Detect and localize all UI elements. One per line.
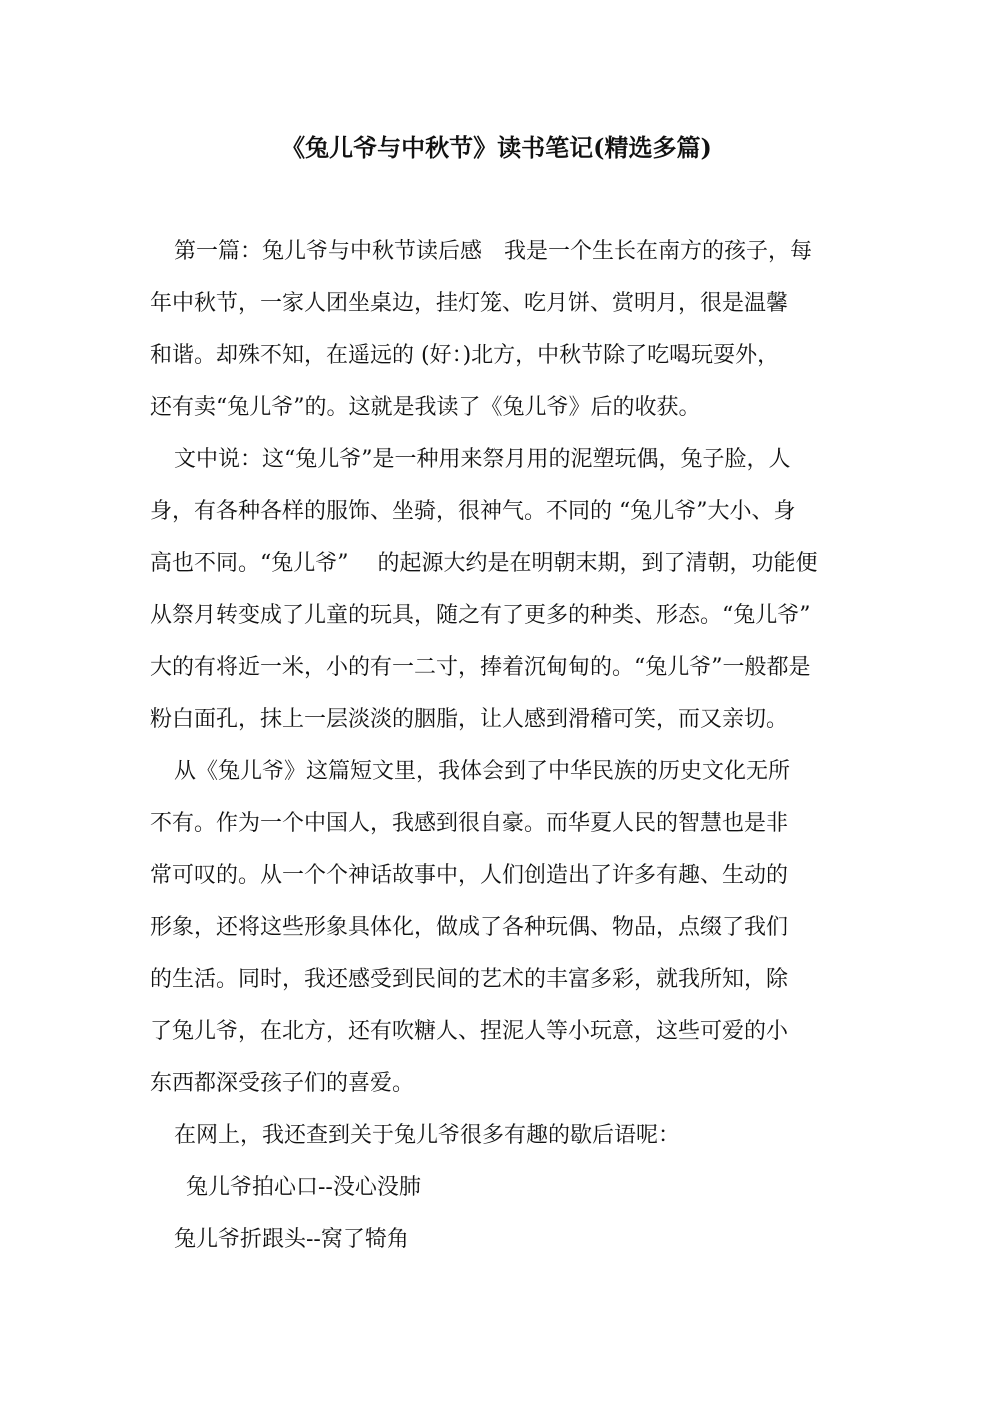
paragraph-line: 高也不同。“兔儿爷” 的起源大约是在明朝末期，到了清朝，功能便 — [150, 551, 818, 576]
paragraph-line: 形象，还将这些形象具体化，做成了各种玩偶、物品，点缀了我们 — [150, 915, 789, 940]
paragraph-line: 身，有各种各样的服饰、坐骑，很神气。不同的 “兔儿爷”大小、身 — [150, 499, 796, 524]
paragraph-line: 还有卖“兔儿爷”的。这就是我读了《兔儿爷》后的收获。 — [150, 395, 701, 420]
paragraph-line: 从祭月转变成了儿童的玩具，随之有了更多的种类、形态。“兔儿爷” — [150, 603, 811, 628]
paragraph-line: 东西都深受孩子们的喜爱。 — [150, 1071, 415, 1096]
paragraph-line: 常可叹的。从一个个神话故事中，人们创造出了许多有趣、生动的 — [150, 863, 789, 888]
saying-line: 兔儿爷拍心口--没心没肺 — [186, 1175, 421, 1200]
paragraph-line: 大的有将近一米，小的有一二寸，捧着沉甸甸的。“兔儿爷”一般都是 — [150, 655, 811, 680]
paragraph-line: 从《兔儿爷》这篇短文里，我体会到了中华民族的历史文化无所 — [174, 759, 791, 784]
paragraph-line: 在网上，我还查到关于兔儿爷很多有趣的歇后语呢： — [174, 1123, 681, 1148]
paragraph-line: 粉白面孔，抹上一层淡淡的胭脂，让人感到滑稽可笑，而又亲切。 — [150, 707, 789, 732]
paragraph-line: 不有。作为一个中国人，我感到很自豪。而华夏人民的智慧也是非 — [150, 811, 789, 836]
document-title: 《兔儿爷与中秋节》读书笔记(精选多篇) — [281, 133, 712, 162]
paragraph-line: 年中秋节，一家人团坐桌边，挂灯笼、吃月饼、赏明月，很是温馨 — [150, 291, 789, 316]
paragraph-line: 的生活。同时，我还感受到民间的艺术的丰富多彩，就我所知，除 — [150, 967, 789, 992]
paragraph-line: 和谐。却殊不知，在遥远的 (好：)北方，中秋节除了吃喝玩耍外， — [150, 343, 780, 368]
paragraph-line: 第一篇：兔儿爷与中秋节读后感 我是一个生长在南方的孩子，每 — [174, 239, 813, 264]
paragraph-line: 文中说：这“兔儿爷”是一种用来祭月用的泥塑玩偶，兔子脸，人 — [174, 447, 791, 472]
saying-line: 兔儿爷折跟头--窝了犄角 — [174, 1227, 409, 1252]
paragraph-line: 了兔儿爷，在北方，还有吹糖人、捏泥人等小玩意，这些可爱的小 — [150, 1019, 789, 1044]
